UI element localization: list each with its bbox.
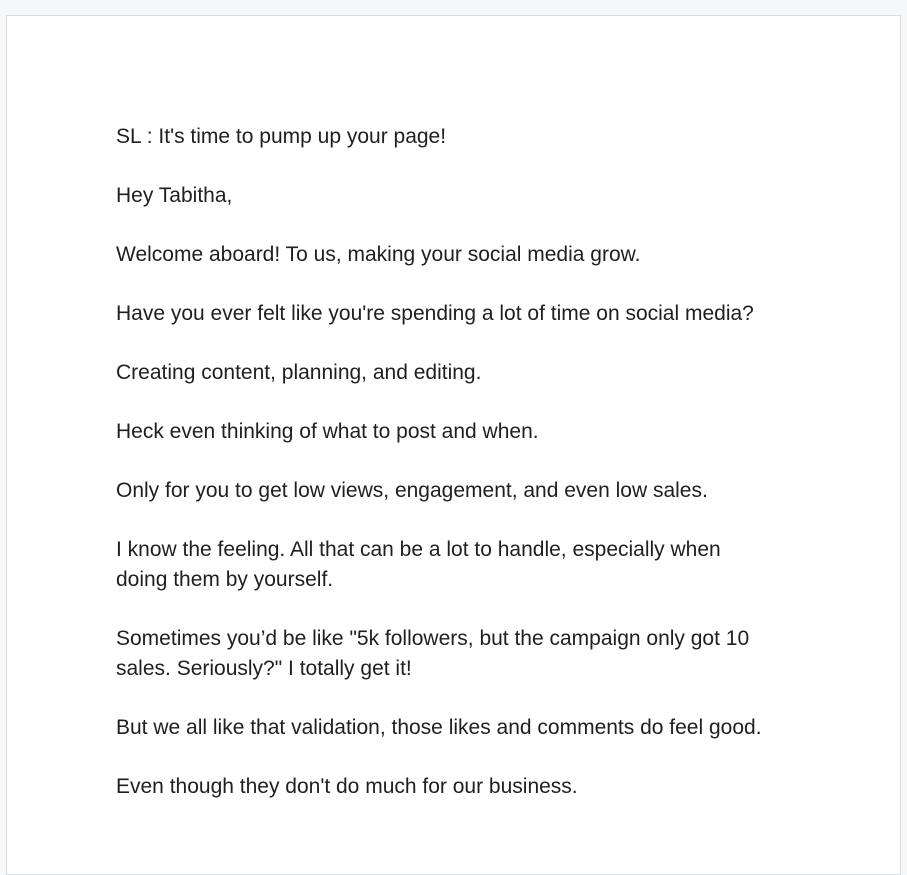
paragraph-greeting: Hey Tabitha, bbox=[116, 184, 233, 207]
paragraph-low-results: Only for you to get low views, engagement, and even low sales. bbox=[116, 479, 708, 502]
paragraph-feeling: I know the feeling. All that can be a lot to handle, especially when doing them by yourself. bbox=[116, 538, 721, 591]
email-body bbox=[116, 122, 776, 831]
paragraph-followers: Sometimes you’d be like "5k followers, but the campaign only got 10 sales. Seriously?" I totally get it! bbox=[116, 627, 750, 680]
paragraph-welcome: Welcome aboard! To us, making your social media grow. bbox=[116, 243, 641, 266]
paragraph-thinking: Heck even thinking of what to post and when. bbox=[116, 420, 539, 443]
paragraph-question: Have you ever felt like you're spending a lot of time on social media? bbox=[116, 302, 754, 325]
paragraph-validation: But we all like that validation, those likes and comments do feel good. bbox=[116, 716, 762, 739]
subject-line: SL : It's time to pump up your page! bbox=[116, 125, 447, 148]
paragraph-tasks: Creating content, planning, and editing. bbox=[116, 361, 482, 384]
paragraph-business: Even though they don't do much for our business. bbox=[116, 775, 578, 798]
document-page bbox=[6, 15, 901, 875]
